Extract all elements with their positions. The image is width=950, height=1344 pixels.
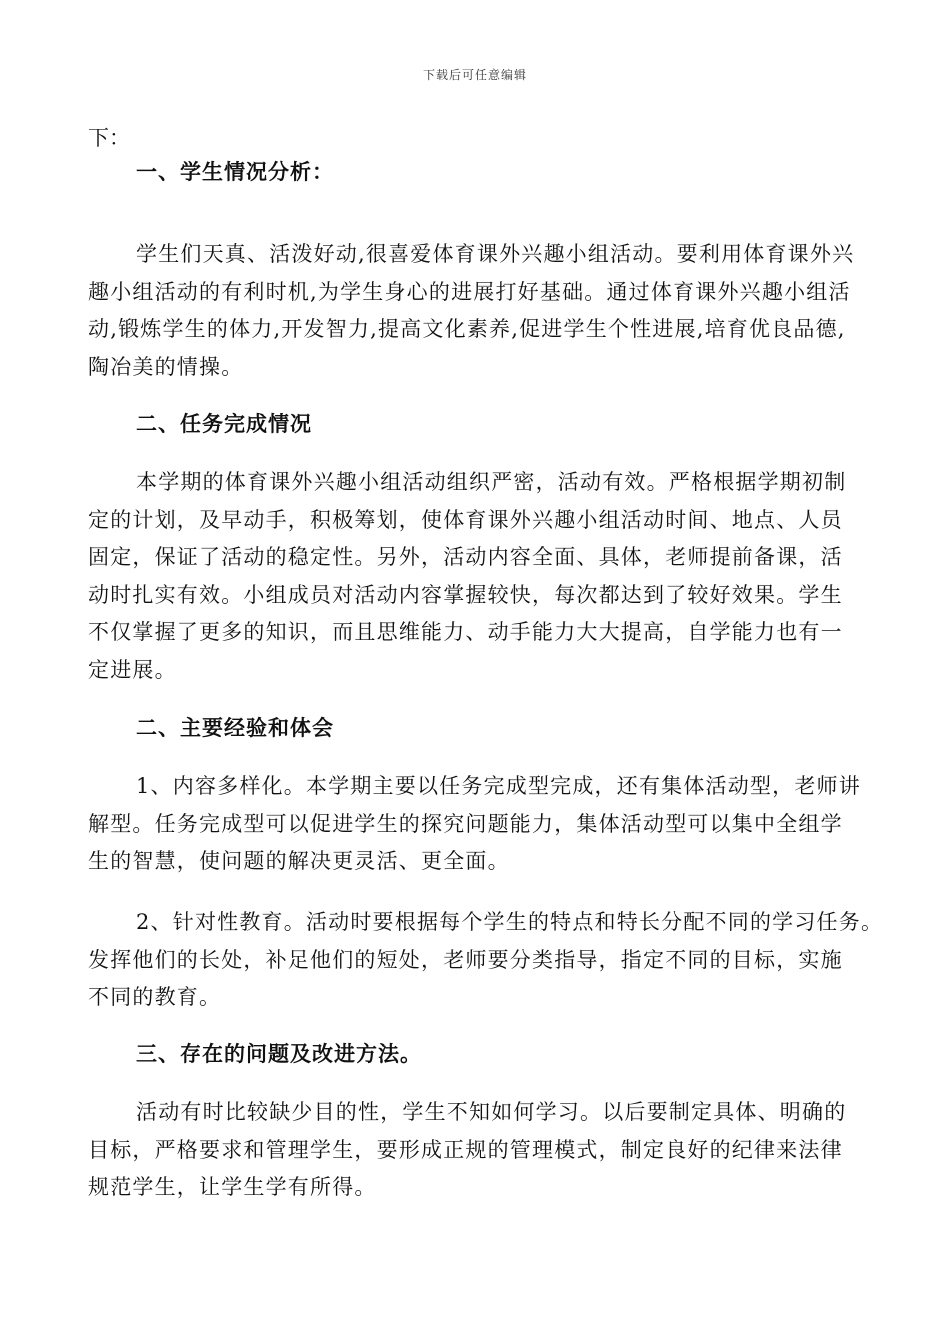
paragraph-line: 学生们天真、活泼好动,很喜爱体育课外兴趣小组活动。要利用体育课外兴 <box>136 242 855 266</box>
paragraph-line: 规范学生，让学生学有所得。 <box>88 1175 377 1199</box>
paragraph-line: 2、针对性教育。活动时要根据每个学生的特点和特长分配不同的学习任务。 <box>136 910 884 934</box>
paragraph-line: 定进展。 <box>88 657 177 682</box>
lead-text: 下： <box>88 126 130 150</box>
paragraph-line: 动时扎实有效。小组成员对活动内容掌握较快，每次都达到了较好效果。学生 <box>88 582 843 607</box>
section-heading-student-analysis: 一、学生情况分析： <box>136 159 334 184</box>
paragraph-line: 本学期的体育课外兴趣小组活动组织严密，活动有效。严格根据学期初制 <box>136 470 847 494</box>
paragraph-line: 不同的教育。 <box>88 985 222 1009</box>
paragraph-line: 活动有时比较缺少目的性，学生不知如何学习。以后要制定具体、明确的 <box>136 1100 847 1124</box>
section-heading-task-completion: 二、任务完成情况 <box>136 411 312 436</box>
paragraph-problems <box>88 1094 868 1207</box>
paragraph-line: 目标，严格要求和管理学生，要形成正规的管理模式，制定良好的纪律来法律 <box>88 1137 843 1162</box>
paragraph-experience-1 <box>88 768 868 881</box>
paragraph-line: 动,锻炼学生的体力,开发智力,提高文化素养,促进学生个性进展,培育优良品德, <box>88 317 846 341</box>
paragraph-line: 生的智慧，使问题的解决更灵活、更全面。 <box>88 849 510 873</box>
paragraph-line: 定的计划，及早动手，积极筹划，使体育课外兴趣小组活动时间、地点、人员 <box>88 507 843 532</box>
paragraph-line: 发挥他们的长处，补足他们的短处，老师要分类指导，指定不同的目标，实施 <box>88 947 843 972</box>
paragraph-line: 固定，保证了活动的稳定性。另外，活动内容全面、具体，老师提前备课，活 <box>88 545 843 569</box>
paragraph-line: 解型。任务完成型可以促进学生的探究问题能力，集体活动型可以集中全组学 <box>88 811 843 836</box>
section-heading-problems: 三、存在的问题及改进方法。 <box>136 1041 422 1066</box>
paragraph-task-completion <box>88 464 868 689</box>
paragraph-line: 不仅掌握了更多的知识，而且思维能力、动手能力大大提高，自学能力也有一 <box>88 620 843 644</box>
paragraph-line: 趣小组活动的有利时机,为学生身心的进展打好基础。通过体育课外兴趣小组活 <box>88 279 851 304</box>
paragraph-line: 陶冶美的情操。 <box>88 354 244 379</box>
paragraph-experience-2 <box>88 904 884 1017</box>
paragraph-line: 1、内容多样化。本学期主要以任务完成型完成，还有集体活动型，老师讲 <box>136 774 861 798</box>
section-heading-experience: 二、主要经验和体会 <box>136 715 334 740</box>
header-note: 下载后可任意编辑 <box>422 68 527 82</box>
paragraph-student-analysis <box>88 236 868 386</box>
